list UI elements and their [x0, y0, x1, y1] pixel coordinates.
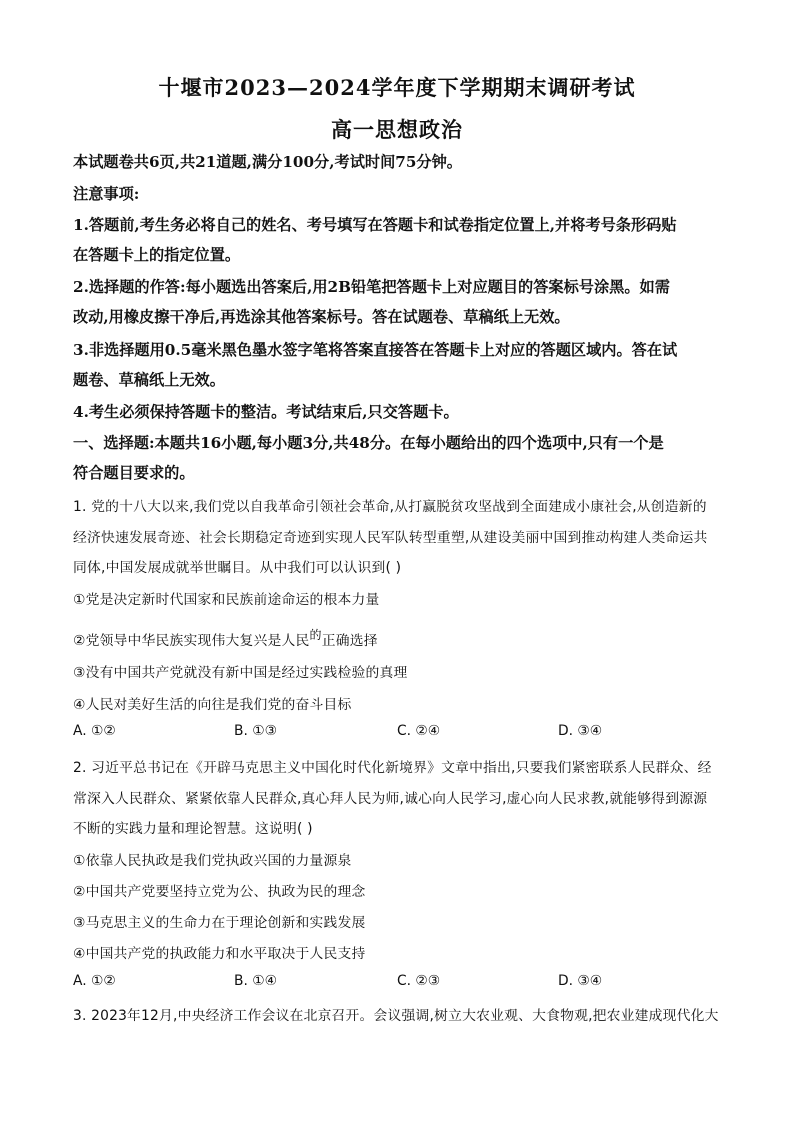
section-heading-cont: 符合题目要求的。: [73, 464, 195, 482]
notice-line: 3.非选择题用0.5毫米黑色墨水签字笔将答案直接答在答题卡上对应的答题区域内。答在试: [73, 341, 678, 359]
question-2-option-c: C. ②③: [397, 973, 441, 989]
notice-line: 在答题卡上的指定位置。: [73, 246, 241, 264]
exam-title: 十堰市2023—2024学年度下学期期末调研考试: [158, 75, 636, 100]
question-2-statement-4: ④中国共产党的执政能力和水平取决于人民支持: [73, 946, 366, 962]
question-1-statement-3: ③没有中国共产党就没有新中国是经过实践检验的真理: [73, 665, 408, 681]
section-heading: 一、选择题:本题共16小题,每小题3分,共48分。在每小题给出的四个选项中,只有一个是: [73, 434, 664, 452]
question-2-statement-2: ②中国共产党要坚持立党为公、执政为民的理念: [73, 884, 366, 900]
question-1-statement-4: ④人民对美好生活的向往是我们党的奋斗目标: [73, 697, 352, 713]
notice-line: 1.答题前,考生务必将自己的姓名、考号填写在答题卡和试卷指定位置上,并将考号条形码贴: [73, 216, 677, 234]
question-1-statement-1: ①党是决定新时代国家和民族前途命运的根本力量: [73, 592, 380, 608]
question-1-option-c: C. ②④: [397, 723, 441, 739]
question-1-stem: 同体,中国发展成就举世瞩目。从中我们可以认识到( ): [73, 560, 402, 576]
question-2-option-b: B. ①④: [234, 973, 277, 989]
question-1-option-b: B. ①③: [234, 723, 277, 739]
statement-text: 正确选择: [321, 633, 378, 649]
question-1-statement-2: [73, 626, 723, 649]
question-1-stem: 1. 党的十八大以来,我们党以自我革命引领社会革命,从打赢脱贫攻坚战到全面建成小康社会,从创造新的: [73, 499, 707, 515]
exam-subject: 高一思想政治: [331, 117, 463, 142]
question-2-stem: 不断的实践力量和理论智慧。这说明( ): [73, 821, 313, 837]
notice-line: 2.选择题的作答:每小题选出答案后,用2B铅笔把答题卡上对应题目的答案标号涂黑。如需: [73, 278, 670, 296]
question-1-option-d: D. ③④: [558, 723, 603, 739]
question-2-option-a: A. ①②: [73, 973, 116, 989]
question-2-statement-3: ③马克思主义的生命力在于理论创新和实践发展: [73, 915, 366, 931]
statement-text: ②党领导中华民族实现伟大复兴是人民: [73, 633, 310, 649]
notice-line: 题卷、草稿纸上无效。: [73, 371, 225, 389]
statement-text: 的: [309, 628, 322, 642]
notice-line: 改动,用橡皮擦干净后,再选涂其他答案标号。答在试题卷、草稿纸上无效。: [73, 308, 570, 326]
notice-heading: 注意事项:: [73, 185, 140, 203]
question-1-stem: 经济快速发展奇迹、社会长期稳定奇迹到实现人民军队转型重塑,从建设美丽中国到推动构建人类命运共: [73, 530, 708, 546]
question-2-statement-1: ①依靠人民执政是我们党执政兴国的力量源泉: [73, 853, 352, 869]
notice-line: 4.考生必须保持答题卡的整洁。考试结束后,只交答题卡。: [73, 403, 459, 421]
question-3-stem: 3. 2023年12月,中央经济工作会议在北京召开。会议强调,树立大农业观、大食物观,把农业建成现代化大: [73, 1008, 719, 1024]
question-1-option-a: A. ①②: [73, 723, 116, 739]
question-2-stem: 常深入人民群众、紧紧依靠人民群众,真心拜人民为师,诚心向人民学习,虚心向人民求教,就能够得到源源: [73, 791, 708, 807]
exam-intro: 本试题卷共6页,共21道题,满分100分,考试时间75分钟。: [73, 153, 462, 171]
question-2-stem: 2. 习近平总书记在《开辟马克思主义中国化时代化新境界》文章中指出,只要我们紧密联系人民群众、经: [73, 760, 712, 776]
question-2-option-d: D. ③④: [558, 973, 603, 989]
